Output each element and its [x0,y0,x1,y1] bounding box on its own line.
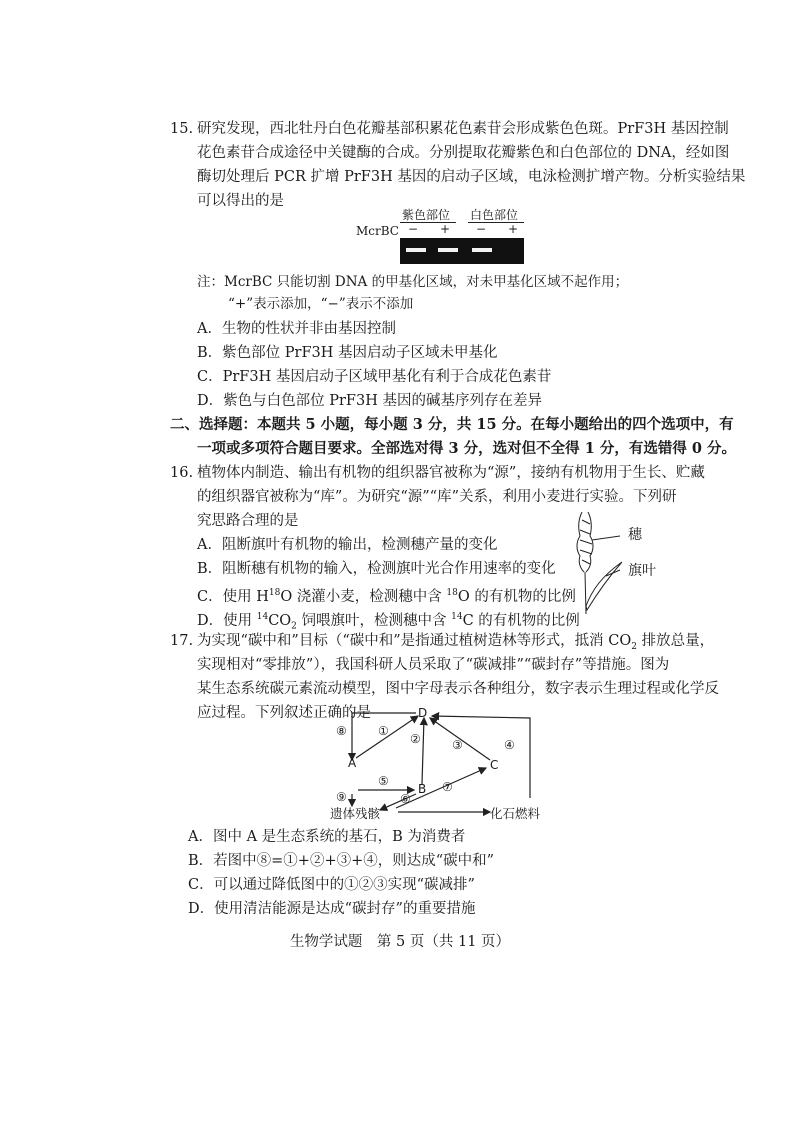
label-circled-1: ① [378,724,389,738]
gel-band [406,248,426,252]
q17-line-4: 应过程。下列叙述正确的是 [197,705,371,721]
gel-sign-1: − [408,222,419,236]
node-remains: 遗体残骸 [330,806,381,821]
label-ear: 穗 [628,527,642,543]
wheat-stem [585,572,586,614]
gel-row-label: McrBC [356,224,399,238]
page-footer: 生物学试题 第 5 页（共 11 页） [289,934,511,950]
label-flag-leaf: 旗叶 [628,563,656,579]
label-circled-2: ② [410,732,421,746]
question-number-17: 17. [170,633,194,649]
q15-option-d[interactable]: D．紫色与白色部位 PrF3H 基因的碱基序列存在差异 [197,393,542,409]
label-circled-9: ⑨ [336,790,347,804]
q17-option-b[interactable]: B．若图中⑧=①+②+③+④，则达成“碳中和” [188,853,495,869]
section-2-heading-line-1: 二、选择题：本题共 5 小题，每小题 3 分，共 15 分。在每小题给出的四个选项中，有 [170,416,734,433]
isotope-18-sup: 18 [268,588,281,598]
co2-subscript: 2 [291,621,297,632]
isotope-14-sup: 14 [256,612,269,622]
q17-line-1-part: 排放总量， [636,633,715,649]
node-a: A [348,756,357,770]
label-circled-7: ⑦ [442,780,453,794]
carbon-flow-diagram [330,708,590,820]
q16-option-c-part: C．使用 H [197,588,269,605]
node-fossil-fuel: 化石燃料 [490,806,541,821]
gel-label-purple: 紫色部位 [402,208,451,222]
q15-line-3: 酶切处理后 PCR 扩增 PrF3H 基因的启动子区域，电泳检测扩增产物。分析实验结果 [197,169,746,185]
label-circled-8: ⑧ [336,724,347,738]
q15-note-2: “+”表示添加，“−”表示不添加 [228,296,414,312]
gel-sign-2: + [440,222,451,236]
isotope-18-sup: 18 [446,588,458,598]
gel-figure [352,206,532,266]
question-number-15: 15. [170,121,194,137]
co2-subscript: 2 [631,641,637,652]
node-c: C [490,758,499,772]
node-d: D [418,706,428,720]
gel-image [400,238,524,264]
q16-option-d-part: CO [268,612,292,629]
q17-option-c[interactable]: C．可以通过降低图中的①②③实现“碳减排” [188,877,475,893]
q16-option-a[interactable]: A．阻断旗叶有机物的输出，检测穗产量的变化 [197,537,498,553]
gel-sign-3: − [476,222,487,236]
q15-line-1: 研究发现，西北牡丹白色花瓣基部积累花色素苷会形成紫色色斑。PrF3H 基因控制 [197,121,729,137]
q17-line-2: 实现相对“零排放”），我国科研人员采取了“碳减排”“碳封存”等措施。图为 [197,657,670,673]
q15-option-b[interactable]: B．紫色部位 PrF3H 基因启动子区域未甲基化 [197,345,498,361]
q17-line-3: 某生态系统碳元素流动模型，图中字母表示各种组分，数字表示生理过程或化学反 [197,681,719,697]
q15-line-4: 可以得出的是 [197,193,284,209]
gel-label-white: 白色部位 [470,208,519,222]
label-circled-4: ④ [504,738,515,752]
wheat-figure [568,506,668,616]
node-b: B [418,782,427,796]
isotope-14-sup: 14 [451,612,463,622]
gel-sign-4: + [508,222,519,236]
q15-option-a[interactable]: A．生物的性状并非由基因控制 [197,321,396,337]
q16-option-c[interactable] [197,582,576,608]
q15-note-1: 注：McrBC 只能切割 DNA 的甲基化区域，对未甲基化区域不起作用； [197,274,629,290]
gel-band [472,248,492,252]
q15-line-2: 花色素苷合成途径中关键酶的合成。分别提取花瓣紫色和白色部位的 DNA，经如图 [197,145,730,161]
q16-option-c-part: O 的有机物的比例 [457,588,576,605]
q16-option-d-part: C 的有机物的比例 [462,612,580,629]
flag-leaf [586,562,622,610]
label-circled-3: ③ [452,738,463,752]
q16-option-d-part: 饲喂旗叶，检测穗中含 [296,612,452,629]
q17-option-a[interactable]: A．图中 A 是生态系统的基石，B 为消费者 [188,829,466,845]
q16-option-b[interactable]: B．阻断穗有机物的输入，检测旗叶光合作用速率的变化 [197,561,556,577]
q16-option-c-part: O 浇灌小麦，检测穗中含 [280,588,447,605]
q15-option-c[interactable]: C．PrF3H 基因启动子区域甲基化有利于合成花色素苷 [197,369,552,385]
q17-option-d[interactable]: D．使用清洁能源是达成“碳封存”的重要措施 [188,901,476,917]
label-circled-5: ⑤ [378,774,389,788]
q16-line-3: 究思路合理的是 [197,513,299,529]
section-2-heading-line-2: 一项或多项符合题目要求。全部选对得 3 分，选对但不全得 1 分，有选错得 0 分。 [197,440,737,457]
gel-band [438,248,458,252]
q16-line-2: 的组织器官被称为“库”。为研究“源”“库”关系，利用小麦进行实验。下列研 [197,489,677,505]
q16-option-d-part: D．使用 [197,612,257,629]
q16-line-1: 植物体内制造、输出有机物的组织器官被称为“源”，接纳有机物用于生长、贮藏 [197,465,705,481]
label-circled-6: ⑥ [400,792,411,806]
q17-line-1-part: 为实现“碳中和”目标（“碳中和”是指通过植树造林等形式，抵消 CO [197,633,632,649]
question-number-16: 16. [170,465,194,481]
arrow-2-b-to-d [422,718,424,784]
ear-pointer-line [592,536,620,540]
